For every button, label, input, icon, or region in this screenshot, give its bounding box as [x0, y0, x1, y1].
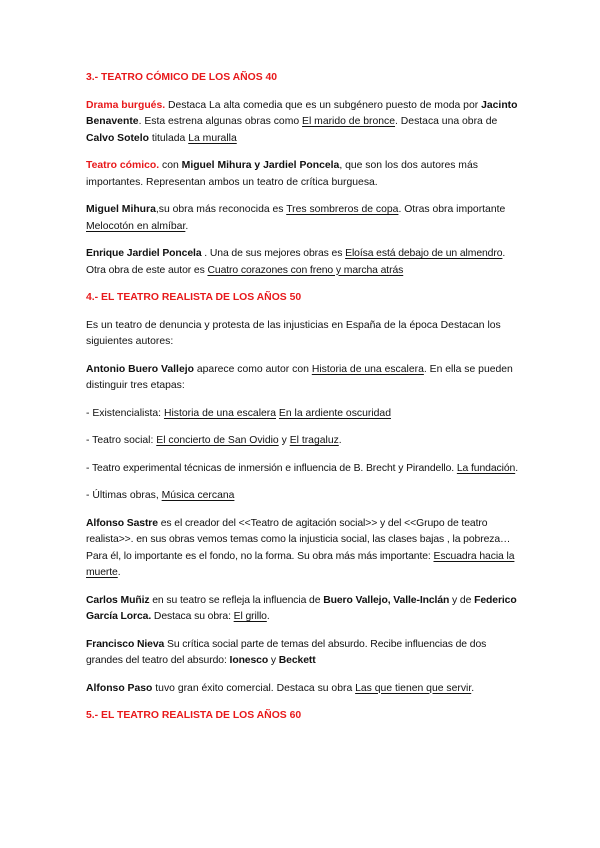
- author-ionesco: Ionesco: [229, 655, 269, 666]
- work-la-muralla: La muralla: [188, 132, 237, 144]
- work-el-grillo: El grillo: [233, 611, 267, 622]
- work-historia-escalera: Historia de una escalera: [311, 363, 424, 375]
- paragraph-paso: Alfonso Paso tuvo gran éxito comercial. Destaca su obra Las que tienen que servir.: [86, 682, 475, 694]
- work-melocoton: Melocotón en almíbar: [86, 220, 186, 232]
- paragraph-mihura: Miguel Mihura,su obra más reconocida es Tres sombreros de copa. Otras obra importante Melocotón en almíbar.: [86, 204, 506, 232]
- list-item-existencialista: - Existencialista: Historia de una escalera En la ardiente oscuridad: [86, 407, 391, 419]
- author-paso: Alfonso Paso: [86, 682, 153, 694]
- paragraph-teatro-comico: Teatro cómico. con Miguel Mihura y Jardiel Poncela, que son los dos autores más importantes. Representan ambos un teatro de crítica burguesa.: [86, 160, 478, 188]
- author-buero: Antonio Buero Vallejo: [86, 363, 194, 375]
- work-tres-sombreros: Tres sombreros de copa: [286, 204, 399, 215]
- heading-section-5: 5.- EL TEATRO REALISTA DE LOS AÑOS 60: [86, 710, 302, 721]
- list-item-teatro-social: - Teatro social: El concierto de San Ovidio y El tragaluz.: [86, 435, 342, 446]
- work-el-marido-de-bronce: El marido de bronce: [302, 116, 396, 127]
- list-item-ultimas-obras: - Últimas obras, Música cercana: [86, 490, 235, 501]
- authors-buero-valle: Buero Vallejo, Valle-Inclán: [323, 594, 450, 606]
- work-concierto-san-ovidio: El concierto de San Ovidio: [156, 435, 279, 446]
- paragraph-muniz: Carlos Muñiz en su teatro se refleja la influencia de Buero Vallejo, Valle-Inclán y de Federico García Lorca. Destaca su obra: El grillo.: [86, 594, 517, 622]
- paragraph-buero: Antonio Buero Vallejo aparece como autor con Historia de una escalera. En ella se pueden distinguir tres etapas:: [86, 363, 513, 391]
- paragraph-sastre: Alfonso Sastre es el creador del <<Teatro de agitación social>> y del <<Grupo de teatro realista>>. en sus obras vemos temas como la injusticia social, las clases bajas , la pobreza… Para él, lo importante es el fondo, no la forma. Su obra más más importante: Escuadra hacia la muerte.: [86, 517, 515, 578]
- work-las-que-tienen: Las que tienen que servir: [355, 682, 472, 694]
- heading-section-4: 4.- EL TEATRO REALISTA DE LOS AÑOS 50: [86, 292, 302, 303]
- work-escuadra-muerte: Escuadra hacia la muerte: [86, 550, 515, 578]
- author-jardiel: Enrique Jardiel Poncela: [86, 248, 202, 259]
- work-musica-cercana: Música cercana: [161, 490, 235, 501]
- paragraph-jardiel: Enrique Jardiel Poncela . Una de sus mejores obras es Eloísa está debajo de un almendro. Otra obra de este autor es Cuatro corazones con freno y marcha atrás: [86, 248, 506, 276]
- paragraph-nieva: Francisco Nieva Su crítica social parte de temas del absurdo. Recibe influencias de dos grandes del teatro del absurdo: Ionesco y Beckett: [86, 638, 487, 666]
- work-el-tragaluz: El tragaluz: [289, 435, 339, 446]
- document-body: [86, 70, 520, 736]
- list-item-teatro-experimental: - Teatro experimental técnicas de inmersión e influencia de B. Brecht y Pirandello. La fundación.: [86, 462, 518, 474]
- paragraph-intro-50: Es un teatro de denuncia y protesta de las injusticias en España de la época Destacan los siguientes autores:: [86, 319, 501, 347]
- author-sastre: Alfonso Sastre: [86, 517, 158, 529]
- work-ardiente-oscuridad: En la ardiente oscuridad: [278, 407, 391, 419]
- paragraph-drama-burgues: Drama burgués. Destaca La alta comedia que es un subgénero puesto de moda por Jacinto Benavente. Esta estrena algunas obras como El marido de bronce. Destaca una obra de Calvo Sotelo titulada La muralla: [86, 99, 518, 144]
- work-cuatro-corazones: Cuatro corazones con freno y marcha atrás: [207, 264, 404, 276]
- work-la-fundacion: La fundación: [456, 462, 516, 474]
- authors-mihura-jardiel: Miguel Mihura y Jardiel Poncela: [181, 160, 340, 171]
- author-beckett: Beckett: [278, 655, 316, 666]
- heading-section-3: 3.- TEATRO CÓMICO DE LOS AÑOS 40: [86, 72, 278, 83]
- author-lorca: Federico García Lorca.: [86, 594, 517, 622]
- work-eloisa: Eloísa está debajo de un almendro: [345, 248, 503, 259]
- author-muniz: Carlos Muñiz: [86, 594, 150, 606]
- author-mihura: Miguel Mihura: [86, 204, 156, 215]
- author-nieva: Francisco Nieva: [86, 638, 165, 650]
- label-teatro-comico: Teatro cómico.: [86, 160, 160, 171]
- work-historia-escalera-2: Historia de una escalera: [163, 407, 277, 419]
- author-benavente: Jacinto Benavente: [86, 99, 518, 127]
- author-calvo-sotelo: Calvo Sotelo: [86, 132, 149, 144]
- label-drama-burgues: Drama burgués.: [86, 99, 166, 111]
